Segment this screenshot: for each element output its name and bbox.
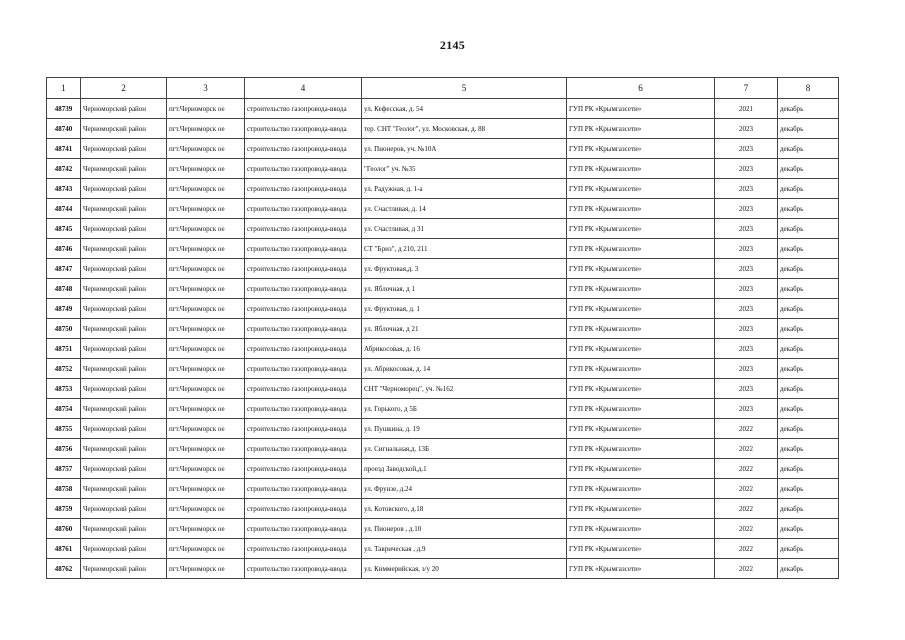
table-row: [47, 319, 839, 339]
cell-work-type: строительство газопровода-ввода: [245, 499, 362, 519]
table-row: [47, 299, 839, 319]
cell-address: ул. Яблочная, д 21: [362, 319, 567, 339]
cell-address: ул. Фруктовая, д. 1: [362, 299, 567, 319]
cell-address: тер. СНТ "Геолог", ул. Московская, д. 88: [362, 119, 567, 139]
cell-district: Черноморский район: [81, 279, 167, 299]
cell-organization: ГУП РК «Крымгазсети»: [567, 219, 715, 239]
cell-settlement: пгт.Черноморск ое: [167, 119, 245, 139]
cell-settlement: пгт.Черноморск ое: [167, 499, 245, 519]
cell-address: ул. Счастливая, д. 14: [362, 199, 567, 219]
cell-year: 2023: [715, 239, 778, 259]
cell-organization: ГУП РК «Крымгазсети»: [567, 379, 715, 399]
cell-address: ул. Таврическая , д.9: [362, 539, 567, 559]
cell-work-type: строительство газопровода-ввода: [245, 279, 362, 299]
cell-district: Черноморский район: [81, 99, 167, 119]
cell-district: Черноморский район: [81, 319, 167, 339]
table-row: [47, 239, 839, 259]
cell-district: Черноморский район: [81, 379, 167, 399]
cell-month: декабрь: [778, 179, 839, 199]
cell-work-type: строительство газопровода-ввода: [245, 119, 362, 139]
cell-month: декабрь: [778, 319, 839, 339]
cell-month: декабрь: [778, 259, 839, 279]
cell-year: 2022: [715, 419, 778, 439]
cell-year: 2022: [715, 539, 778, 559]
cell-organization: ГУП РК «Крымгазсети»: [567, 419, 715, 439]
cell-settlement: пгт.Черноморск ое: [167, 539, 245, 559]
cell-month: декабрь: [778, 439, 839, 459]
cell-address: ул. Фрунзе, д.24: [362, 479, 567, 499]
cell-record-number: 48745: [47, 219, 81, 239]
cell-record-number: 48751: [47, 339, 81, 359]
cell-year: 2023: [715, 139, 778, 159]
cell-record-number: 48762: [47, 559, 81, 579]
cell-district: Черноморский район: [81, 519, 167, 539]
column-header: 5: [362, 78, 567, 99]
cell-record-number: 48753: [47, 379, 81, 399]
table-row: [47, 499, 839, 519]
column-header: 7: [715, 78, 778, 99]
cell-record-number: 48744: [47, 199, 81, 219]
cell-address: ул. Пионеров , д.10: [362, 519, 567, 539]
cell-record-number: 48747: [47, 259, 81, 279]
cell-settlement: пгт.Черноморск ое: [167, 439, 245, 459]
cell-year: 2022: [715, 519, 778, 539]
cell-year: 2023: [715, 279, 778, 299]
cell-work-type: строительство газопровода-ввода: [245, 339, 362, 359]
page-number: 2145: [439, 38, 466, 52]
cell-address: проезд Заводской,д.1: [362, 459, 567, 479]
cell-work-type: строительство газопровода-ввода: [245, 359, 362, 379]
cell-month: декабрь: [778, 279, 839, 299]
cell-organization: ГУП РК «Крымгазсети»: [567, 239, 715, 259]
cell-settlement: пгт.Черноморск ое: [167, 479, 245, 499]
cell-organization: ГУП РК «Крымгазсети»: [567, 99, 715, 119]
cell-work-type: строительство газопровода-ввода: [245, 399, 362, 419]
cell-work-type: строительство газопровода-ввода: [245, 99, 362, 119]
cell-settlement: пгт.Черноморск ое: [167, 139, 245, 159]
cell-work-type: строительство газопровода-ввода: [245, 559, 362, 579]
cell-record-number: 48750: [47, 319, 81, 339]
cell-work-type: строительство газопровода-ввода: [245, 239, 362, 259]
table-row: [47, 539, 839, 559]
registry-table: [46, 77, 839, 579]
cell-work-type: строительство газопровода-ввода: [245, 459, 362, 479]
cell-work-type: строительство газопровода-ввода: [245, 179, 362, 199]
cell-year: 2023: [715, 199, 778, 219]
column-header: 3: [167, 78, 245, 99]
table-row: [47, 399, 839, 419]
cell-address: ул. Счастливая, д 31: [362, 219, 567, 239]
cell-work-type: строительство газопровода-ввода: [245, 299, 362, 319]
table-row: [47, 559, 839, 579]
cell-work-type: строительство газопровода-ввода: [245, 439, 362, 459]
cell-district: Черноморский район: [81, 439, 167, 459]
cell-year: 2022: [715, 459, 778, 479]
table-row: [47, 259, 839, 279]
cell-settlement: пгт.Черноморск ое: [167, 299, 245, 319]
cell-district: Черноморский район: [81, 159, 167, 179]
cell-year: 2023: [715, 379, 778, 399]
cell-settlement: пгт.Черноморск ое: [167, 159, 245, 179]
cell-record-number: 48755: [47, 419, 81, 439]
cell-record-number: 48746: [47, 239, 81, 259]
cell-month: декабрь: [778, 139, 839, 159]
cell-organization: ГУП РК «Крымгазсети»: [567, 519, 715, 539]
cell-address: ул. Котовского, д.18: [362, 499, 567, 519]
cell-address: ул. Сигнальная,д. 13Б: [362, 439, 567, 459]
table-row: [47, 379, 839, 399]
cell-month: декабрь: [778, 339, 839, 359]
cell-year: 2022: [715, 439, 778, 459]
cell-organization: ГУП РК «Крымгазсети»: [567, 439, 715, 459]
cell-month: декабрь: [778, 299, 839, 319]
cell-address: СНТ "Черноморец", уч. №162: [362, 379, 567, 399]
cell-month: декабрь: [778, 459, 839, 479]
cell-organization: ГУП РК «Крымгазсети»: [567, 399, 715, 419]
cell-settlement: пгт.Черноморск ое: [167, 459, 245, 479]
cell-year: 2022: [715, 559, 778, 579]
table-row: [47, 439, 839, 459]
cell-record-number: 48749: [47, 299, 81, 319]
table-row: [47, 219, 839, 239]
cell-district: Черноморский район: [81, 299, 167, 319]
table-row: [47, 419, 839, 439]
cell-settlement: пгт.Черноморск ое: [167, 199, 245, 219]
table-row: [47, 279, 839, 299]
cell-year: 2022: [715, 499, 778, 519]
table-row: [47, 99, 839, 119]
cell-organization: ГУП РК «Крымгазсети»: [567, 499, 715, 519]
cell-work-type: строительство газопровода-ввода: [245, 419, 362, 439]
cell-district: Черноморский район: [81, 199, 167, 219]
cell-work-type: строительство газопровода-ввода: [245, 519, 362, 539]
cell-record-number: 48760: [47, 519, 81, 539]
cell-settlement: пгт.Черноморск ое: [167, 179, 245, 199]
cell-settlement: пгт.Черноморск ое: [167, 359, 245, 379]
column-header: 4: [245, 78, 362, 99]
table-header-row: [47, 78, 839, 99]
table-row: [47, 199, 839, 219]
cell-settlement: пгт.Черноморск ое: [167, 379, 245, 399]
cell-year: 2021: [715, 99, 778, 119]
cell-district: Черноморский район: [81, 399, 167, 419]
column-header: 1: [47, 78, 81, 99]
cell-settlement: пгт.Черноморск ое: [167, 319, 245, 339]
cell-work-type: строительство газопровода-ввода: [245, 159, 362, 179]
cell-year: 2023: [715, 359, 778, 379]
table-row: [47, 479, 839, 499]
cell-year: 2023: [715, 319, 778, 339]
cell-district: Черноморский район: [81, 499, 167, 519]
cell-address: ул. Пионеров, уч. №10А: [362, 139, 567, 159]
column-header: 2: [81, 78, 167, 99]
cell-settlement: пгт.Черноморск ое: [167, 339, 245, 359]
cell-record-number: 48739: [47, 99, 81, 119]
cell-district: Черноморский район: [81, 239, 167, 259]
cell-address: ул. Киммерийская, з/у 20: [362, 559, 567, 579]
cell-address: ул. Горького, д 5Б: [362, 399, 567, 419]
cell-address: Абрикосовая, д. 16: [362, 339, 567, 359]
cell-year: 2023: [715, 299, 778, 319]
table-row: [47, 119, 839, 139]
cell-year: 2023: [715, 119, 778, 139]
cell-organization: ГУП РК «Крымгазсети»: [567, 199, 715, 219]
cell-district: Черноморский район: [81, 359, 167, 379]
column-header: 8: [778, 78, 839, 99]
cell-record-number: 48759: [47, 499, 81, 519]
cell-year: 2022: [715, 479, 778, 499]
cell-organization: ГУП РК «Крымгазсети»: [567, 319, 715, 339]
cell-record-number: 48757: [47, 459, 81, 479]
cell-district: Черноморский район: [81, 119, 167, 139]
table-row: [47, 139, 839, 159]
cell-work-type: строительство газопровода-ввода: [245, 319, 362, 339]
cell-organization: ГУП РК «Крымгазсети»: [567, 559, 715, 579]
cell-address: ул. Абрикосовая, д. 14: [362, 359, 567, 379]
cell-year: 2023: [715, 179, 778, 199]
cell-address: СТ "Бриз", д 210, 211: [362, 239, 567, 259]
cell-record-number: 48752: [47, 359, 81, 379]
cell-month: декабрь: [778, 399, 839, 419]
cell-organization: ГУП РК «Крымгазсети»: [567, 539, 715, 559]
cell-organization: ГУП РК «Крымгазсети»: [567, 119, 715, 139]
cell-record-number: 48754: [47, 399, 81, 419]
cell-work-type: строительство газопровода-ввода: [245, 199, 362, 219]
cell-organization: ГУП РК «Крымгазсети»: [567, 359, 715, 379]
cell-settlement: пгт.Черноморск ое: [167, 99, 245, 119]
cell-month: декабрь: [778, 539, 839, 559]
cell-month: декабрь: [778, 99, 839, 119]
cell-organization: ГУП РК «Крымгазсети»: [567, 259, 715, 279]
cell-month: декабрь: [778, 119, 839, 139]
cell-settlement: пгт.Черноморск ое: [167, 279, 245, 299]
cell-work-type: строительство газопровода-ввода: [245, 139, 362, 159]
cell-district: Черноморский район: [81, 459, 167, 479]
cell-month: декабрь: [778, 559, 839, 579]
cell-work-type: строительство газопровода-ввода: [245, 259, 362, 279]
table-row: [47, 159, 839, 179]
cell-district: Черноморский район: [81, 539, 167, 559]
cell-month: декабрь: [778, 359, 839, 379]
cell-organization: ГУП РК «Крымгазсети»: [567, 339, 715, 359]
cell-address: ул. Радужная, д. 1-а: [362, 179, 567, 199]
cell-month: декабрь: [778, 159, 839, 179]
cell-address: ул. Пушкина, д. 19: [362, 419, 567, 439]
cell-record-number: 48761: [47, 539, 81, 559]
table-row: [47, 359, 839, 379]
cell-district: Черноморский район: [81, 259, 167, 279]
cell-organization: ГУП РК «Крымгазсети»: [567, 459, 715, 479]
cell-work-type: строительство газопровода-ввода: [245, 479, 362, 499]
cell-district: Черноморский район: [81, 179, 167, 199]
cell-settlement: пгт.Черноморск ое: [167, 219, 245, 239]
table-row: [47, 179, 839, 199]
cell-address: ул. Кефесская, д. 54: [362, 99, 567, 119]
cell-address: "Геолог" уч. №35: [362, 159, 567, 179]
cell-month: декабрь: [778, 239, 839, 259]
cell-settlement: пгт.Черноморск ое: [167, 259, 245, 279]
cell-month: декабрь: [778, 419, 839, 439]
cell-settlement: пгт.Черноморск ое: [167, 239, 245, 259]
cell-month: декабрь: [778, 479, 839, 499]
cell-organization: ГУП РК «Крымгазсети»: [567, 139, 715, 159]
cell-district: Черноморский район: [81, 479, 167, 499]
cell-work-type: строительство газопровода-ввода: [245, 219, 362, 239]
cell-year: 2023: [715, 259, 778, 279]
cell-settlement: пгт.Черноморск ое: [167, 519, 245, 539]
cell-district: Черноморский район: [81, 219, 167, 239]
cell-record-number: 48758: [47, 479, 81, 499]
cell-record-number: 48742: [47, 159, 81, 179]
cell-year: 2023: [715, 219, 778, 239]
cell-month: декабрь: [778, 519, 839, 539]
cell-record-number: 48741: [47, 139, 81, 159]
cell-month: декабрь: [778, 379, 839, 399]
cell-month: декабрь: [778, 199, 839, 219]
cell-address: ул. Яблочная, д 1: [362, 279, 567, 299]
cell-district: Черноморский район: [81, 339, 167, 359]
cell-record-number: 48743: [47, 179, 81, 199]
cell-organization: ГУП РК «Крымгазсети»: [567, 179, 715, 199]
cell-organization: ГУП РК «Крымгазсети»: [567, 299, 715, 319]
cell-settlement: пгт.Черноморск ое: [167, 559, 245, 579]
cell-work-type: строительство газопровода-ввода: [245, 379, 362, 399]
cell-record-number: 48748: [47, 279, 81, 299]
cell-record-number: 48756: [47, 439, 81, 459]
cell-organization: ГУП РК «Крымгазсети»: [567, 479, 715, 499]
table-row: [47, 339, 839, 359]
cell-address: ул. Фруктовая,д. 3: [362, 259, 567, 279]
cell-year: 2023: [715, 399, 778, 419]
cell-district: Черноморский район: [81, 419, 167, 439]
cell-month: декабрь: [778, 499, 839, 519]
cell-settlement: пгт.Черноморск ое: [167, 419, 245, 439]
table-body: [47, 99, 839, 579]
cell-district: Черноморский район: [81, 559, 167, 579]
cell-record-number: 48740: [47, 119, 81, 139]
cell-settlement: пгт.Черноморск ое: [167, 399, 245, 419]
table-row: [47, 459, 839, 479]
cell-organization: ГУП РК «Крымгазсети»: [567, 279, 715, 299]
cell-work-type: строительство газопровода-ввода: [245, 539, 362, 559]
table-row: [47, 519, 839, 539]
cell-organization: ГУП РК «Крымгазсети»: [567, 159, 715, 179]
cell-year: 2023: [715, 159, 778, 179]
column-header: 6: [567, 78, 715, 99]
cell-district: Черноморский район: [81, 139, 167, 159]
cell-month: декабрь: [778, 219, 839, 239]
cell-year: 2023: [715, 339, 778, 359]
